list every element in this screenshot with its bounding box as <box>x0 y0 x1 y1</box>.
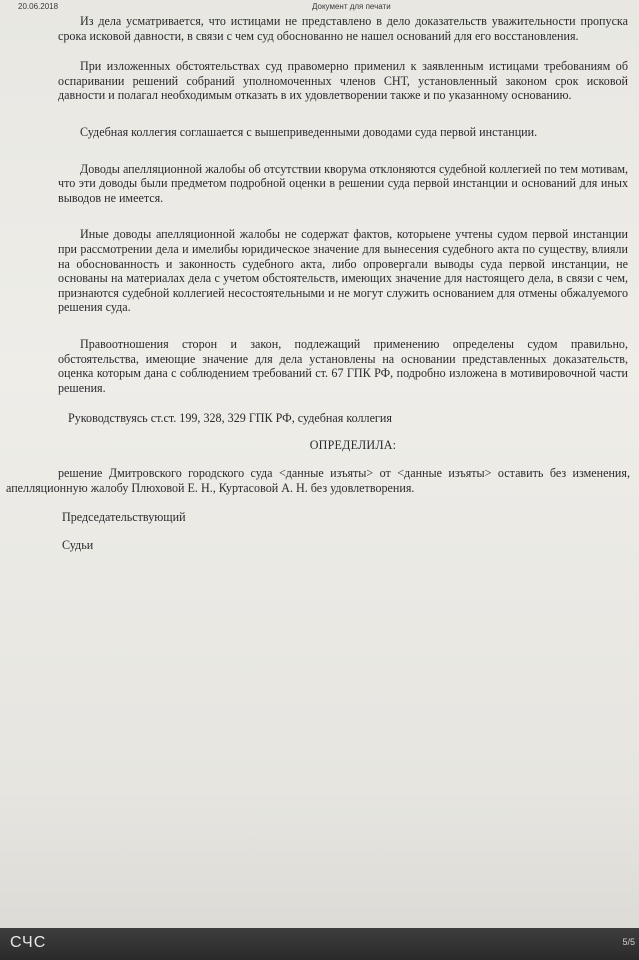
paragraph-collegium-agrees: Судебная коллегия соглашается с вышеприведенными доводами суда первой инстанции. <box>80 124 538 139</box>
ruling-text: решение Дмитровского городского суда <данные изъяты> от <данные изъяты> оставить без изменения, апелляционную жалобу Плюховой Е. Н., Куртасовой А. Н. без удовлетворения. <box>6 466 630 496</box>
paragraph-limitation-applied: При изложенных обстоятельствах суд правомерно применил к заявленным истицами требованиям об оспаривании решений собраний уполномоченных членов СНТ, установленный законом срок исковой давности и полагал необходимым отказать в их удовлетворении также и по указанному основанию. <box>58 59 628 103</box>
ruling-heading: ОПРЕДЕЛИЛА: <box>309 437 397 452</box>
paragraph-other-arguments: Иные доводы апелляционной жалобы не содержат фактов, которыене учтены судом первой инстанции при рассмотрении дела и имелибы юридическое значение для вынесения судебного акта по существу, влияли на обоснованность и законность судебного акта, либо опровергали выводы суда первой инстанции, не основаны на материалах дела с учетом обстоятельств, имеющих значение для настоящего дела, в связи с чем, признаются судебной коллегией несостоятельными и не могут служить основанием для отмены обжалуемого решения суда. <box>58 227 628 315</box>
paragraph-legal-relations: Правоотношения сторон и закон, подлежащий применению определены судом правильно, обстоятельства, имеющие значение для дела установлены на основании представленных доказательств, оценка которым дана с соблюдением требований ст. 67 ГПК РФ, подробно изложена в мотивировочной части решения. <box>58 336 628 395</box>
document-body <box>6 14 630 567</box>
presiding-judge-signature: Председательствующий <box>62 509 186 524</box>
print-title: Документ для печати <box>312 2 391 11</box>
guided-by-line: Руководствуясь ст.ст. 199, 328, 329 ГПК РФ, судебная коллегия <box>68 411 392 426</box>
footer-bar <box>0 928 639 960</box>
paragraph-quorum-arguments: Доводы апелляционной жалобы об отсутствии кворума отклоняются судебной коллегией по тем мотивам, что эти доводы были предметом подробной оценки в решении суда первой инстанции и оснований для иных выводов не имеется. <box>58 161 628 205</box>
watermark-label: СЧС <box>10 934 47 951</box>
print-date: 20.06.2018 <box>18 2 59 11</box>
print-header <box>0 2 639 14</box>
page-number: 5/5 <box>622 937 635 947</box>
judges-signature: Судьи <box>62 538 94 553</box>
paragraph-limitation-not-restored: Из дела усматривается, что истицами не представлено в дело доказательств уважительности пропуска срока исковой давности, в связи с чем суд обоснованно не нашел оснований для его восстановления. <box>58 14 628 43</box>
